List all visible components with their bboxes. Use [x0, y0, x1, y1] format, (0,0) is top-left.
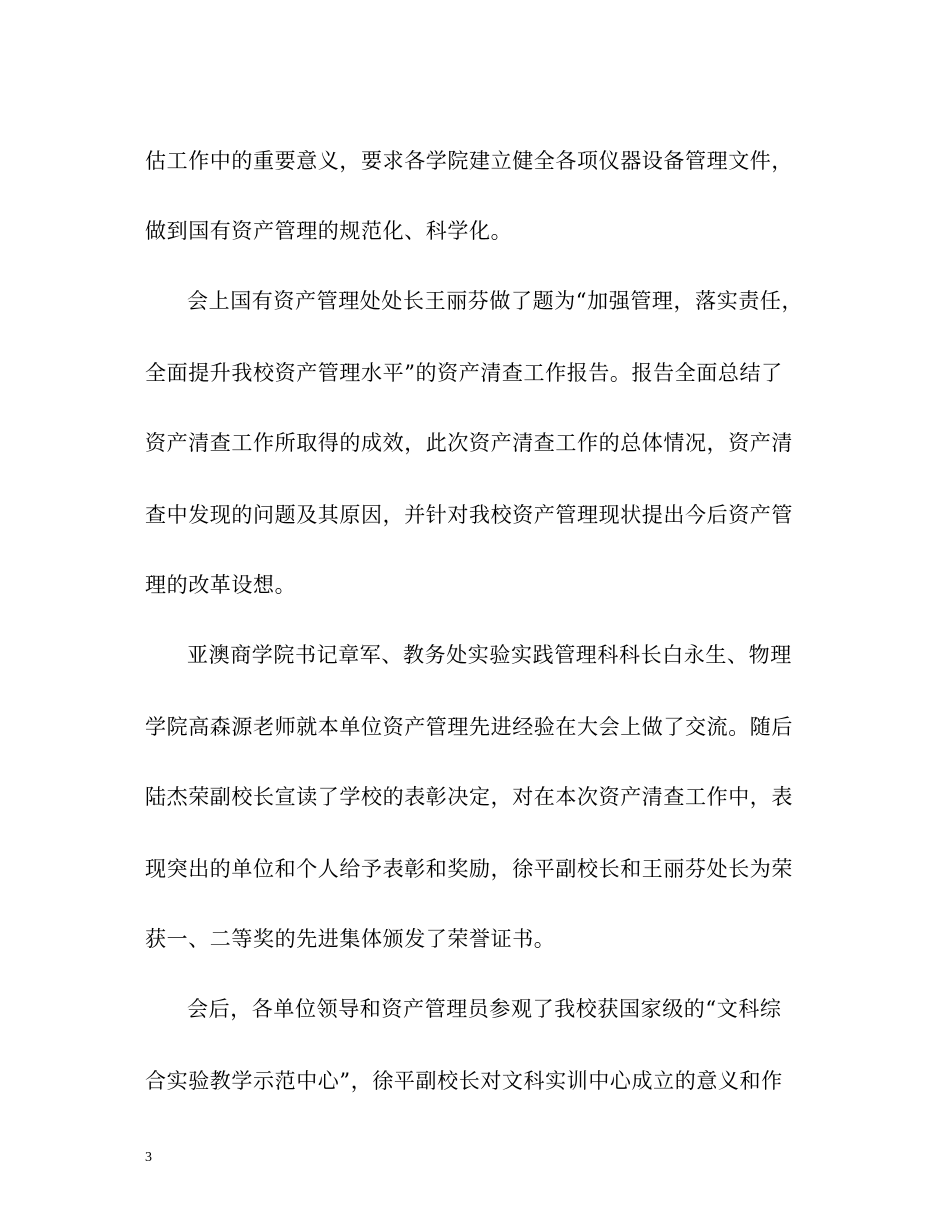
- text-line: 现突出的单位和个人给予表彰和奖励，徐平副校长和王丽芬处长为荣: [145, 857, 793, 881]
- text-line: 会后，各单位领导和资产管理员参观了我校获国家级的“文科综: [187, 997, 782, 1021]
- page-number: 3: [145, 1150, 152, 1165]
- text-line: 学院高森源老师就本单位资产管理先进经验在大会上做了交流。随后: [145, 715, 793, 739]
- text-line: 资产清查工作所取得的成效，此次资产清查工作的总体情况，资产清: [145, 431, 793, 455]
- text-line: 陆杰荣副校长宣读了学校的表彰决定，对在本次资产清查工作中，表: [145, 785, 793, 809]
- text-line: 亚澳商学院书记章军、教务处实验实践管理科科长白永生、物理: [187, 643, 792, 667]
- text-line: 估工作中的重要意义，要求各学院建立健全各项仪器设备管理文件，: [145, 149, 793, 173]
- text-line: 全面提升我校资产管理水平”的资产清查工作报告。报告全面总结了: [145, 361, 783, 385]
- text-line: 理的改革设想。: [145, 573, 297, 597]
- text-line: 获一、二等奖的先进集体颁发了荣誉证书。: [145, 927, 556, 951]
- text-line: 合实验教学示范中心”，徐平副校长对文科实训中心成立的意义和作: [145, 1069, 783, 1093]
- text-line: 会上国有资产管理处处长王丽芬做了题为“加强管理，落实责任，: [187, 289, 804, 313]
- text-line: 查中发现的问题及其原因，并针对我校资产管理现状提出今后资产管: [145, 503, 793, 527]
- text-line: 做到国有资产管理的规范化、科学化。: [145, 219, 513, 243]
